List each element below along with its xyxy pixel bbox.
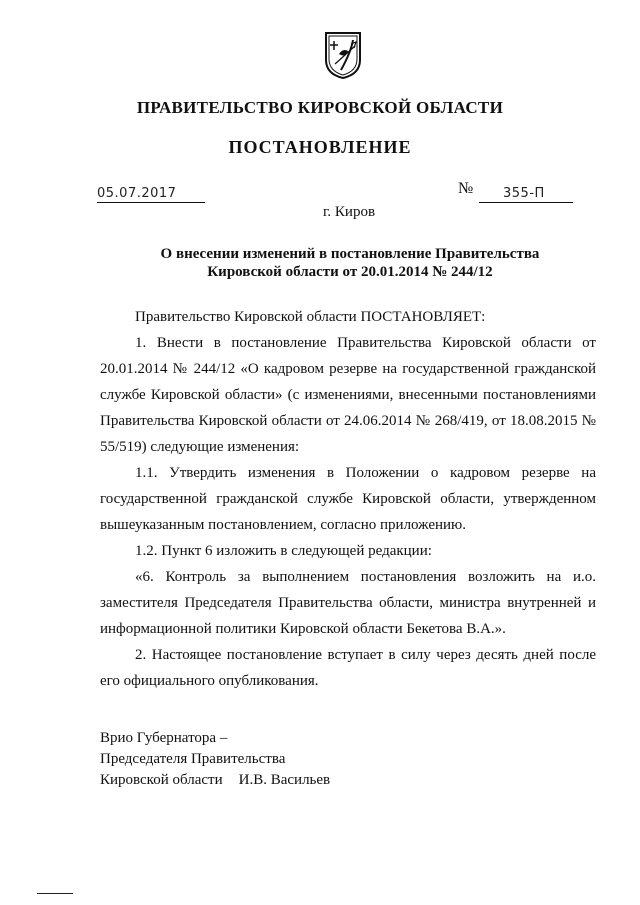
- document-type-title: ПОСТАНОВЛЕНИЕ: [228, 137, 412, 157]
- document-number-field: [479, 180, 573, 203]
- document-number: 355-П: [503, 186, 545, 201]
- paragraph-1-1: 1.1. Утвердить изменения в Положении о кадровом резерве на государственной гражданской службе Кировской области, утвержденном вышеуказанным постановлением, согласно приложению.: [100, 465, 596, 533]
- subject-line-2: Кировской области от 20.01.2014 № 244/12: [207, 264, 493, 280]
- document-date-field: [97, 180, 205, 203]
- signature-line-3: [100, 770, 330, 791]
- government-title: ПРАВИТЕЛЬСТВО КИРОВСКОЙ ОБЛАСТИ: [136, 98, 504, 117]
- paragraph-1-2-quote: «6. Контроль за выполнением постановления возложить на и.о. заместителя Председателя Правительства области, министра внутренней и информационной политики Кировской области Бекетова В.А.».: [100, 569, 596, 637]
- city-line: г. Киров: [322, 204, 376, 220]
- signature-line-2: Председателя Правительства: [100, 751, 286, 767]
- paragraph-2: 2. Настоящее постановление вступает в силу через десять дней после его официального опубликования.: [100, 647, 596, 689]
- coat-of-arms-icon: [323, 30, 363, 80]
- signatory-name: И.В. Васильев: [238, 772, 331, 788]
- document-body: [100, 304, 596, 694]
- signature-line-1: Врио Губернатора –: [100, 730, 228, 746]
- paragraph-1: 1. Внести в постановление Правительства Кировской области от 20.01.2014 № 244/12 «О кадровом резерве на государственной гражданской службе Кировской области» (с изменениями, внесенными постановлениями Правительства Кировской области от 24.06.2014 № 268/419, от 18.08.2015 № 55/519) следующие изменения:: [100, 335, 596, 455]
- number-sign: №: [458, 180, 474, 197]
- document-subject: [120, 245, 580, 281]
- footer-divider: [37, 893, 73, 894]
- subject-line-1: О внесении изменений в постановление Правительства: [160, 246, 540, 262]
- paragraph-1-2: 1.2. Пункт 6 изложить в следующей редакции:: [135, 543, 432, 559]
- intro-paragraph: Правительство Кировской области ПОСТАНОВЛЯЕТ:: [135, 309, 486, 325]
- document-date: 05.07.2017: [97, 186, 177, 201]
- signature-block: [100, 728, 330, 791]
- signature-region: Кировской области: [100, 772, 223, 788]
